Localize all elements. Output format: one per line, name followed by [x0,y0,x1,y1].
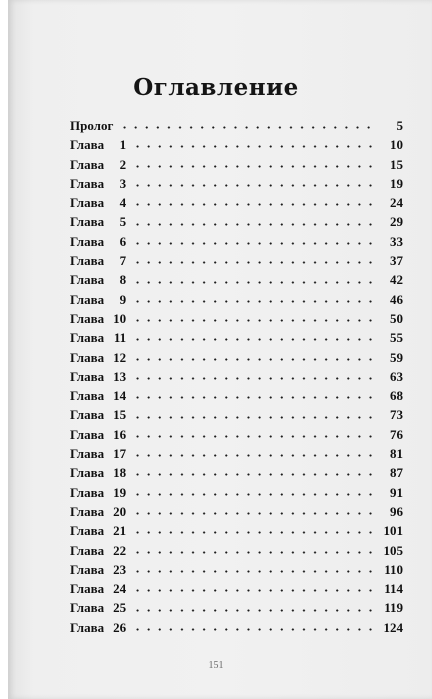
entry-label [70,251,126,270]
page-folio: 151 [208,660,224,671]
page-number: 33 [390,233,403,249]
chapter-number: 18 [113,465,127,481]
dot-leader [132,628,377,631]
chapter-number: 22 [113,542,127,558]
dot-leader [132,300,377,303]
page-number: 19 [390,175,403,191]
toc-entry-chapter-24 [70,579,403,598]
entry-word: Глава [70,619,105,635]
chapter-number: 3 [119,175,127,191]
toc-entry-chapter-4 [70,193,403,212]
page-number: 114 [384,581,403,597]
entry-word: Глава [70,561,105,577]
page-number: 73 [390,407,403,423]
chapter-number: 17 [113,446,127,462]
chapter-number: 1 [119,137,127,153]
page-number: 29 [390,214,403,230]
toc-entry-chapter-2 [70,155,403,174]
toc-entry-chapter-25 [70,598,403,617]
entry-label [70,232,126,251]
page-number: 42 [390,272,403,288]
entry-word: Глава [70,156,105,172]
chapter-number: 10 [113,310,127,326]
page-number: 101 [383,523,403,539]
entry-label [70,135,126,154]
entry-word: Глава [70,233,105,249]
page-number: 119 [384,600,403,616]
chapter-number: 8 [119,272,127,288]
entry-label [70,521,126,540]
entry-label [70,560,126,579]
page-number: 24 [390,195,403,211]
toc-entry-chapter-17 [70,444,403,463]
chapter-number: 26 [113,619,127,635]
entry-word: Глава [70,426,105,442]
toc-entry-chapter-10 [70,309,403,328]
page-number: 55 [390,330,403,346]
entry-label [70,444,126,463]
dot-leader [132,319,377,322]
toc-entry-chapter-15 [70,405,403,424]
chapter-number: 14 [113,388,127,404]
entry-label [70,463,126,482]
toc-entry-chapter-18 [70,463,403,482]
entry-label [70,579,126,598]
chapter-number: 7 [119,253,127,269]
entry-label [70,502,126,521]
chapter-number: 9 [119,291,127,307]
page-number: 10 [390,137,403,153]
page-number: 50 [390,310,403,326]
toc-entry-chapter-19 [70,483,403,502]
dot-leader [132,338,377,341]
dot-leader [132,589,377,592]
entry-word: Глава [70,581,105,597]
entry-label [70,367,126,386]
entry-word: Глава [70,214,105,230]
dot-leader [132,281,377,284]
dot-leader [132,435,377,438]
entry-word: Глава [70,388,105,404]
toc-entry-chapter-9 [70,290,403,309]
entry-label [70,116,113,135]
toc-entry-chapter-12 [70,348,403,367]
dot-leader [132,512,377,515]
entry-word: Глава [70,175,105,191]
dot-leader [132,377,377,380]
dot-leader [119,126,377,129]
toc-entry-chapter-1 [70,135,403,154]
chapter-number: 20 [113,503,127,519]
toc-entry-chapter-8 [70,270,403,289]
chapter-number: 16 [113,426,127,442]
entry-word: Глава [70,368,105,384]
page-number: 91 [390,484,403,500]
toc-entry-chapter-6 [70,232,403,251]
chapter-number: 25 [113,600,127,616]
entry-word: Пролог [70,118,114,133]
dot-leader [132,454,377,457]
toc-entry-chapter-21 [70,521,403,540]
dot-leader [132,184,377,187]
chapter-number: 13 [113,368,127,384]
entry-word: Глава [70,195,105,211]
page-number: 105 [383,542,403,558]
entry-label [70,212,126,231]
entry-label [70,290,126,309]
dot-leader [132,261,377,264]
dot-leader [132,493,377,496]
entry-word: Глава [70,542,105,558]
page-number: 76 [390,426,403,442]
toc-entry-prologue [70,116,403,135]
dot-leader [132,609,377,612]
dot-leader [132,396,377,399]
dot-leader [132,570,377,573]
page-number: 87 [390,465,403,481]
entry-label [70,541,126,560]
entry-word: Глава [70,407,105,423]
chapter-number: 21 [113,523,127,539]
toc-entry-chapter-26 [70,618,403,637]
dot-leader [132,531,377,534]
page-number: 15 [390,156,403,172]
entry-word: Глава [70,484,105,500]
chapter-number: 11 [113,330,127,346]
dot-leader [132,242,377,245]
entry-label [70,193,126,212]
entry-word: Глава [70,291,105,307]
entry-label [70,174,126,193]
entry-label [70,386,126,405]
chapter-number: 19 [113,484,127,500]
dot-leader [132,551,377,554]
toc-entry-chapter-7 [70,251,403,270]
dot-leader [132,473,377,476]
dot-leader [132,165,377,168]
entry-label [70,309,126,328]
toc-entry-chapter-23 [70,560,403,579]
entry-word: Глава [70,600,105,616]
dot-leader [132,203,377,206]
toc-entry-chapter-22 [70,541,403,560]
chapter-number: 4 [119,195,127,211]
page-number: 68 [390,388,403,404]
entry-word: Глава [70,253,105,269]
entry-label [70,348,126,367]
table-of-contents [70,116,403,637]
chapter-number: 23 [113,561,127,577]
toc-entry-chapter-5 [70,212,403,231]
toc-entry-chapter-3 [70,174,403,193]
chapter-number: 12 [113,349,127,365]
entry-label [70,618,126,637]
entry-label [70,155,126,174]
chapter-number: 15 [113,407,127,423]
toc-entry-chapter-11 [70,328,403,347]
dot-leader [132,145,377,148]
page-number: 59 [390,349,403,365]
entry-word: Глава [70,503,105,519]
entry-label [70,425,126,444]
chapter-number: 24 [113,581,127,597]
page-number: 5 [396,118,403,133]
page-number: 46 [390,291,403,307]
entry-word: Глава [70,310,105,326]
dot-leader [132,416,377,419]
page-number: 96 [390,503,403,519]
page-number: 37 [390,253,403,269]
chapter-number: 6 [119,233,127,249]
entry-label [70,483,126,502]
toc-entry-chapter-14 [70,386,403,405]
page-number: 63 [390,368,403,384]
chapter-number: 2 [119,156,127,172]
dot-leader [132,223,377,226]
entry-label [70,598,126,617]
entry-word: Глава [70,349,105,365]
entry-word: Глава [70,446,105,462]
entry-word: Глава [70,272,105,288]
entry-word: Глава [70,137,105,153]
toc-entry-chapter-16 [70,425,403,444]
dot-leader [132,358,377,361]
entry-label [70,270,126,289]
toc-title: Оглавление [133,74,299,101]
entry-word: Глава [70,330,105,346]
entry-word: Глава [70,523,105,539]
page-number: 110 [384,561,403,577]
toc-entry-chapter-20 [70,502,403,521]
entry-word: Глава [70,465,105,481]
chapter-number: 5 [119,214,127,230]
toc-entry-chapter-13 [70,367,403,386]
entry-label [70,328,126,347]
entry-label [70,405,126,424]
page-number: 81 [390,446,403,462]
page-number: 124 [383,619,403,635]
